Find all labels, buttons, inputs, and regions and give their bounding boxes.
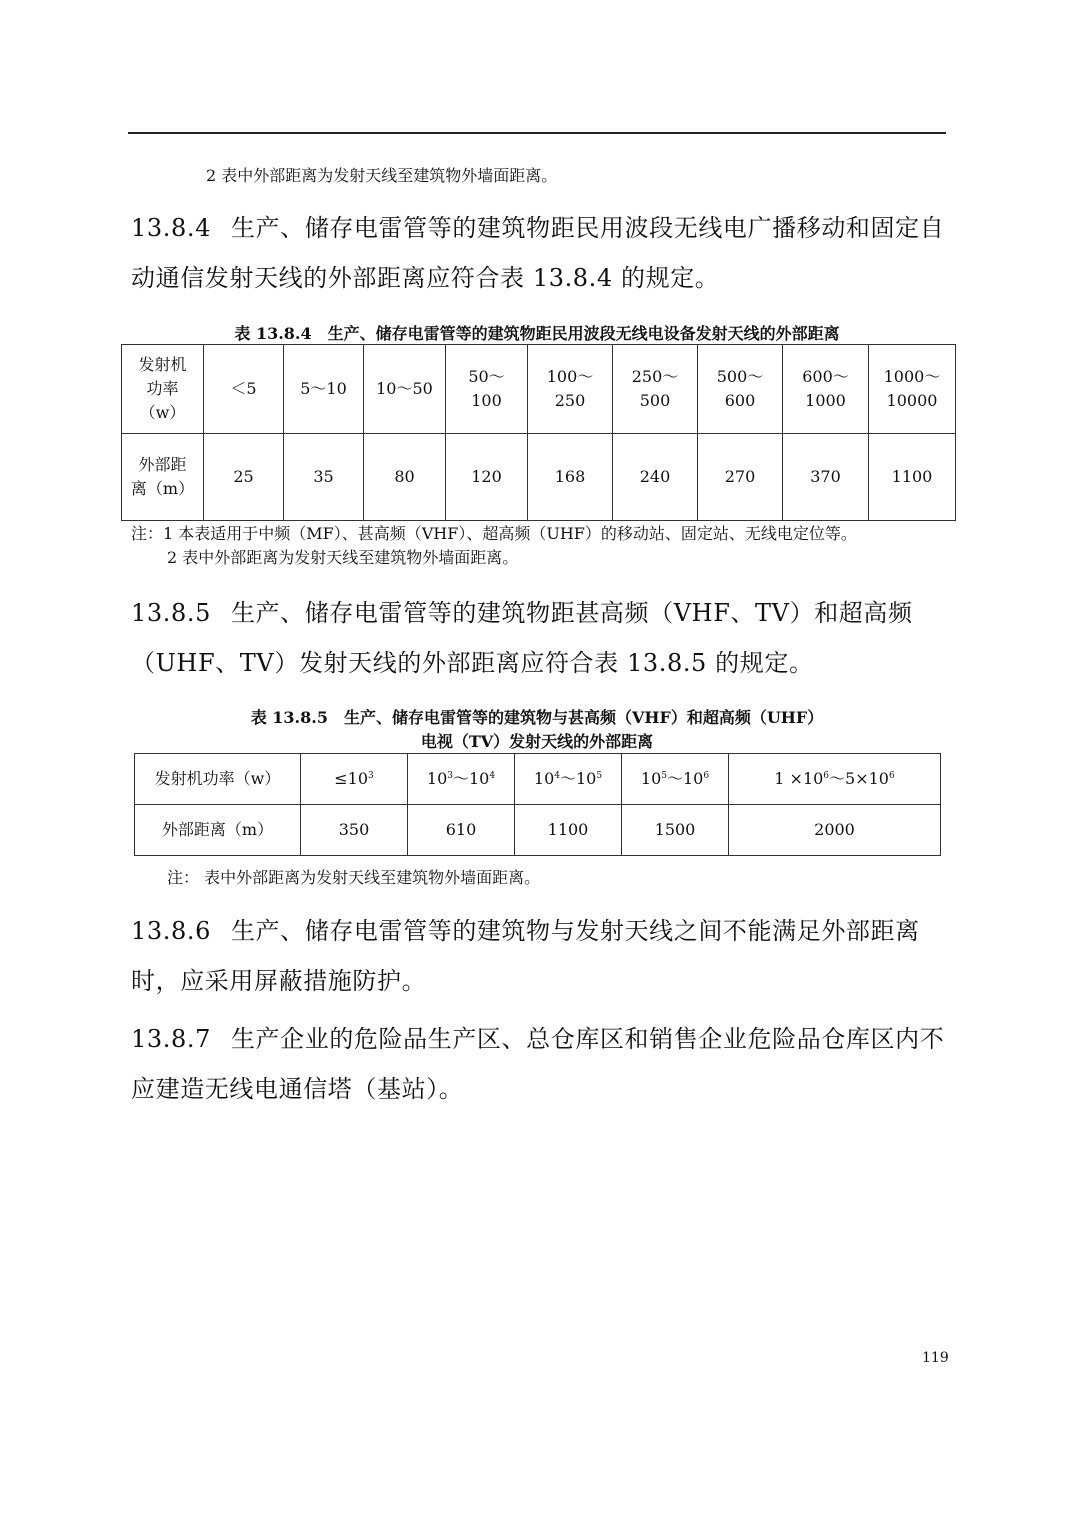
table-cell: 168 (528, 434, 613, 521)
table-13-8-4-note-1: 注：1 本表适用于中频（MF）、甚高频（VHF）、超高频（UHF）的移动站、固定站、无线电定位等。 (131, 524, 857, 543)
row-header-power: 发射机功率（w） (135, 754, 301, 805)
clause-number: 13.8.5 (131, 599, 211, 627)
clause-text: 生产、储存电雷管等的建筑物距民用波段无线电广播移动和固定自动通信发射天线的外部距离应符合表 13.8.4 的规定。 (131, 214, 945, 292)
clause-text: 生产、储存电雷管等的建筑物与发射天线之间不能满足外部距离时，应采用屏蔽措施防护。 (131, 917, 920, 995)
table-cell: 25 (204, 434, 284, 521)
clause-13-8-6 (131, 906, 947, 1006)
clause-13-8-4 (131, 203, 947, 303)
row-header-distance: 外部距 离（m） (122, 434, 204, 521)
clause-number: 13.8.6 (131, 917, 211, 945)
table-13-8-4-caption: 表 13.8.4 生产、储存电雷管等的建筑物距民用波段无线电设备发射天线的外部距离 (234, 324, 840, 343)
table-cell: 600～ 1000 (783, 345, 869, 434)
table-cell: 5～10 (284, 345, 364, 434)
clause-text: 生产企业的危险品生产区、总仓库区和销售企业危险品仓库区内不应建造无线电通信塔（基站）。 (131, 1025, 945, 1103)
table-cell: 100～ 250 (528, 345, 613, 434)
table-cell: 2000 (729, 805, 941, 856)
table-cell: 350 (301, 805, 408, 856)
table-row (135, 754, 941, 805)
table-cell: 1000～ 10000 (869, 345, 956, 434)
table-cell: 250～ 500 (613, 345, 698, 434)
table-cell: 500～ 600 (698, 345, 783, 434)
table-cell: $10^5\sim 10^6$ (622, 754, 729, 805)
table-cell: $1 \times 10^6\sim 5\times 10^6$ (729, 754, 941, 805)
table-cell: 1500 (622, 805, 729, 856)
row-header-power: 发射机 功率 （w） (122, 345, 204, 434)
table-13-8-4-note-2: 2 表中外部距离为发射天线至建筑物外墙面距离。 (167, 548, 519, 567)
table-cell: 50～ 100 (446, 345, 528, 434)
table-cell: 120 (446, 434, 528, 521)
page-number: 119 (922, 1350, 949, 1366)
table-cell: 10～50 (364, 345, 446, 434)
table-13-8-5-note: 注： 表中外部距离为发射天线至建筑物外墙面距离。 (167, 868, 541, 887)
header-rule (128, 132, 946, 134)
clause-13-8-5 (131, 588, 947, 688)
table-13-8-4 (121, 344, 956, 521)
table-cell: 1100 (869, 434, 956, 521)
table-cell: 80 (364, 434, 446, 521)
clause-number: 13.8.7 (131, 1025, 211, 1053)
row-header-distance: 外部距离（m） (135, 805, 301, 856)
table-cell: ＜5 (204, 345, 284, 434)
table-cell: 1100 (515, 805, 622, 856)
table-cell: 370 (783, 434, 869, 521)
table-cell: 35 (284, 434, 364, 521)
table-cell: 240 (613, 434, 698, 521)
table-13-8-5-caption-line-1: 表 13.8.5 生产、储存电雷管等的建筑物与甚高频（VHF）和超高频（UHF） (250, 708, 824, 727)
table-cell: 610 (408, 805, 515, 856)
clause-text: 生产、储存电雷管等的建筑物距甚高频（VHF、TV）和超高频（UHF、TV）发射天线的外部距离应符合表 13.8.5 的规定。 (131, 599, 913, 677)
carryover-note: 2 表中外部距离为发射天线至建筑物外墙面距离。 (206, 166, 558, 185)
table-row (122, 345, 956, 434)
table-cell: $10^4\sim 10^5$ (515, 754, 622, 805)
clause-13-8-7 (131, 1014, 947, 1114)
table-13-8-5-caption-line-2: 电视（TV）发射天线的外部距离 (420, 732, 654, 751)
table-row (122, 434, 956, 521)
table-cell: $10^3\sim 10^4$ (408, 754, 515, 805)
clause-number: 13.8.4 (131, 214, 211, 242)
table-row (135, 805, 941, 856)
table-13-8-5 (134, 753, 941, 856)
table-cell: 270 (698, 434, 783, 521)
table-cell: $\le 10^3$ (301, 754, 408, 805)
